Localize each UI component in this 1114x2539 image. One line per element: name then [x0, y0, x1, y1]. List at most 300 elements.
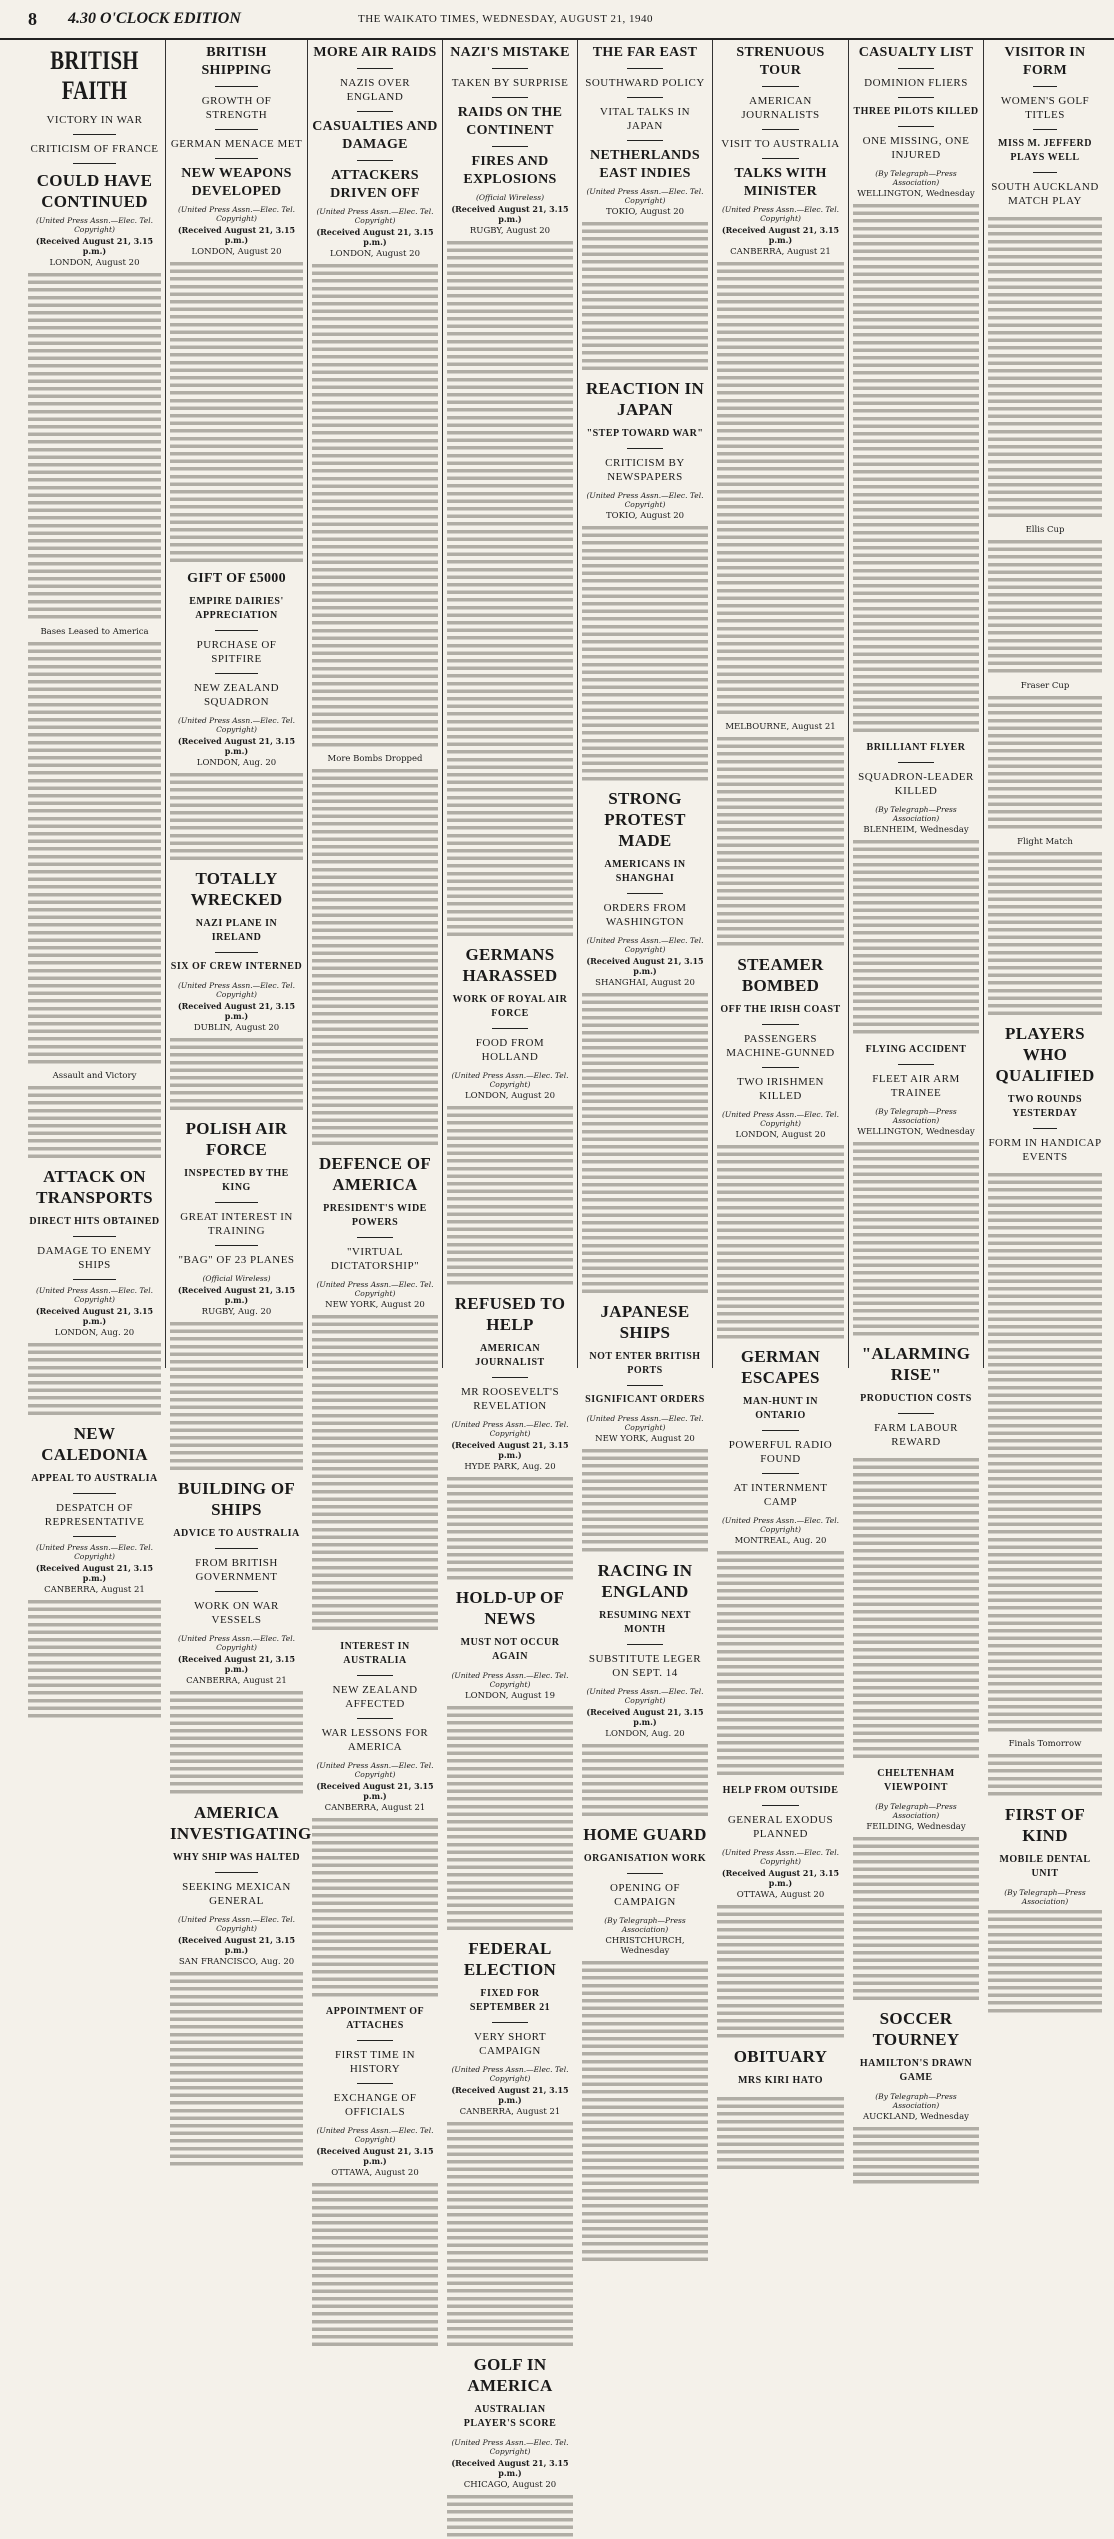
article-body — [447, 239, 573, 938]
subheadline: ONE MISSING, ONE INJURED — [862, 135, 970, 161]
subheadline: WHY SHIP WAS HALTED — [172, 1851, 301, 1863]
article-body — [717, 260, 844, 716]
subheadline: FROM BRITISH GOVERNMENT — [195, 1557, 278, 1584]
dateline: DUBLIN, August 20 — [193, 1023, 280, 1034]
headline: PLAYERS WHO QUALIFIED — [995, 1023, 1095, 1085]
divider — [762, 86, 799, 87]
subheadline: PASSENGERS MACHINE-GUNNED — [726, 1032, 835, 1059]
headline: POLISH AIR FORCE — [185, 1119, 288, 1160]
divider — [492, 146, 528, 147]
divider — [492, 1377, 528, 1378]
headline: JAPANESE SHIPS — [600, 1302, 690, 1343]
dateline: LONDON, August 20 — [49, 258, 140, 268]
dateline: LONDON, August 19 — [465, 1690, 555, 1701]
article-body — [582, 220, 708, 372]
credit-line: (United Press Assn.—Elec. Tel. Copyright) — [177, 981, 295, 1000]
column-4 — [443, 40, 578, 2490]
article-body — [447, 2120, 573, 2348]
headline: DEFENCE OF AMERICA — [318, 1154, 432, 1195]
subheadline: DIRECT HITS OBTAINED — [29, 1216, 160, 1228]
masthead — [0, 0, 1114, 40]
credit-line: (United Press Assn.—Elec. Tel. Copyright) — [451, 1670, 569, 1689]
subheadline: INSPECTED BY THE KING — [184, 1168, 289, 1194]
headline: SOCCER TOURNEY — [872, 2009, 960, 2050]
headline: THE FAR EAST — [592, 45, 698, 60]
headline: STEAMER BOMBED — [737, 954, 824, 995]
dateline: LONDON, Aug. 20 — [605, 1728, 685, 1739]
divider — [73, 1493, 116, 1494]
divider — [898, 1413, 934, 1414]
dateline: LONDON, August 20 — [191, 247, 282, 257]
article-body — [582, 1447, 708, 1553]
subheadline: GROWTH OF STRENGTH — [201, 95, 272, 121]
dateline: OTTAWA, August 20 — [736, 1890, 825, 1901]
dateline: MONTREAL, Aug. 20 — [734, 1536, 827, 1547]
article-body — [988, 850, 1102, 1017]
dateline: HYDE PARK, Aug. 20 — [464, 1461, 556, 1472]
divider — [898, 68, 934, 69]
column-7 — [849, 40, 984, 2123]
credit-line: (By Telegraph—Press Association) — [875, 169, 957, 187]
subheadline: FIXED FOR SEPTEMBER 21 — [469, 1987, 551, 2013]
headline: NEW WEAPONS DEVELOPED — [181, 166, 292, 199]
divider — [357, 1237, 393, 1238]
headline: NETHERLANDS EAST INDIES — [590, 148, 700, 181]
subheadline: TWO IRISHMEN KILLED — [737, 1075, 824, 1102]
divider — [215, 952, 258, 953]
divider — [627, 893, 663, 894]
subheadline: CRITICISM BY NEWSPAPERS — [605, 457, 685, 483]
subheadline: WORK OF ROYAL AIR FORCE — [452, 994, 568, 1020]
dateline: WELLINGTON, Wednesday — [857, 189, 975, 199]
divider — [215, 1548, 258, 1549]
divider — [1033, 86, 1057, 87]
article-body — [170, 1689, 303, 1795]
headline: COULD HAVE CONTINUED — [36, 171, 153, 211]
article-body — [170, 1036, 303, 1112]
credit-line: (By Telegraph—Press Association) — [875, 1106, 957, 1125]
subheadline: DOMINION FLIERS — [864, 77, 968, 89]
subheadline: NAZI PLANE IN IRELAND — [195, 918, 278, 944]
subheadline: ORDERS FROM WASHINGTON — [603, 902, 687, 929]
dateline: CANBERRA, August 21 — [324, 1802, 426, 1813]
divider — [762, 1024, 799, 1025]
dateline: SAN FRANCISCO, Aug. 20 — [178, 1956, 295, 1967]
received-line: (Received August 21, 3.15 p.m.) — [586, 956, 704, 977]
subheadline: MUST NOT OCCUR AGAIN — [460, 1636, 560, 1662]
headline: BRITISH SHIPPING — [201, 45, 272, 78]
page-number: 8 — [28, 8, 37, 29]
subheadline: VERY SHORT CAMPAIGN — [473, 2030, 547, 2057]
subheadline: BRILLIANT FLYER — [866, 742, 966, 753]
subheadline: MAN-HUNT IN ONTARIO — [742, 1396, 819, 1422]
subheadline: AMERICAN JOURNALIST — [475, 1342, 545, 1368]
headline: FEDERAL ELECTION — [463, 1938, 557, 1979]
headline: BRITISH FAITH — [50, 46, 139, 105]
divider — [215, 630, 258, 631]
divider — [762, 129, 799, 130]
subheadline: AT INTERNMENT CAMP — [733, 1482, 828, 1509]
dateline: LONDON, Aug. 20 — [196, 758, 277, 768]
headline: RAIDS ON THE CONTINENT — [457, 105, 563, 138]
edition-label: 4.30 O'CLOCK EDITION — [68, 10, 241, 27]
divider — [357, 160, 393, 161]
column-5 — [578, 40, 713, 1956]
credit-line: (Official Wireless) — [202, 1274, 271, 1284]
column-8 — [984, 40, 1106, 1906]
divider — [357, 1718, 393, 1719]
subheadline: PURCHASE OF SPITFIRE — [196, 639, 277, 665]
dateline: NEW YORK, August 20 — [595, 1434, 695, 1445]
divider — [627, 140, 663, 141]
received-line: (Received August 21, 3.15 p.m.) — [35, 236, 154, 256]
divider — [215, 86, 258, 87]
article-body — [582, 1742, 708, 1818]
received-line: (Received August 21, 3.15 p.m.) — [177, 225, 296, 245]
subheadline: MISS M. JEFFERD PLAYS WELL — [998, 138, 1092, 163]
subheadline: CRITICISM OF FRANCE — [30, 143, 159, 155]
subheadline: NEW ZEALAND AFFECTED — [332, 1683, 418, 1710]
subheadline: AMERICAN JOURNALISTS — [741, 95, 820, 121]
dateline: SHANGHAI, August 20 — [595, 978, 695, 989]
column-2 — [166, 40, 312, 1967]
subheadline: AUSTRALIAN PLAYER'S SCORE — [463, 2403, 557, 2429]
divider — [73, 1279, 116, 1280]
subheadline: VICTORY IN WAR — [46, 114, 143, 126]
divider — [73, 1236, 116, 1237]
article-body — [28, 640, 161, 1066]
received-line: (Received August 21, 3.15 p.m.) — [451, 204, 569, 224]
article-body — [988, 1752, 1102, 1798]
subheadline: SQUADRON-LEADER KILLED — [858, 771, 974, 797]
headline: ATTACKERS DRIVEN OFF — [330, 168, 420, 201]
dateline: TOKIO, August 20 — [605, 511, 685, 521]
credit-line: (United Press Assn.—Elec. Tel. Copyright) — [451, 1071, 569, 1090]
divider — [357, 1675, 393, 1676]
headline: BUILDING OF SHIPS — [177, 1479, 296, 1520]
headline: NEW CALEDONIA — [41, 1424, 148, 1465]
column-3 — [308, 40, 443, 2178]
subheadline: SIX OF CREW INTERNED — [170, 961, 303, 973]
divider — [215, 1202, 258, 1203]
subheadline: MR ROOSEVELT'S REVELATION — [460, 1385, 560, 1412]
headline: NAZI'S MISTAKE — [450, 45, 570, 60]
credit-line: (United Press Assn.—Elec. Tel. Copyright) — [35, 1286, 153, 1305]
credit-line: (United Press Assn.—Elec. Tel. Copyright) — [586, 491, 704, 509]
divider — [73, 134, 116, 135]
divider — [1033, 172, 1057, 173]
headline: OBITUARY — [733, 2047, 828, 2067]
article-body — [28, 1084, 161, 1160]
received-line: (Received August 21, 3.15 p.m.) — [451, 1439, 569, 1460]
subheadline: NAZIS OVER ENGLAND — [339, 77, 411, 103]
credit-line: (United Press Assn.—Elec. Tel. Copyright) — [177, 1634, 295, 1653]
subheadline: PRESIDENT'S WIDE POWERS — [323, 1203, 427, 1229]
divider — [357, 2083, 393, 2084]
subheadline: GREAT INTEREST IN TRAINING — [180, 1211, 293, 1238]
article-body — [582, 524, 708, 782]
headline: AMERICA INVESTIGATING — [170, 1802, 312, 1843]
headline: HOLD-UP OF NEWS — [455, 1587, 565, 1628]
divider — [898, 1064, 934, 1065]
divider — [1033, 1128, 1057, 1129]
subheadline: FOOD FROM HOLLAND — [475, 1037, 545, 1064]
subheadline: FLEET AIR ARM TRAINEE — [872, 1072, 960, 1099]
subheadline: FARM LABOUR REWARD — [874, 1422, 958, 1449]
divider — [762, 158, 799, 159]
subheadline: WAR LESSONS FOR AMERICA — [321, 1726, 429, 1753]
subheadline: ADVICE TO AUSTRALIA — [173, 1528, 300, 1540]
headline: TALKS WITH MINISTER — [734, 166, 827, 199]
article-body — [447, 1104, 573, 1286]
subheadline: WORK ON WAR VESSELS — [194, 1600, 279, 1627]
divider — [762, 1473, 799, 1474]
credit-line: (United Press Assn.—Elec. Tel. Copyright) — [721, 1848, 839, 1867]
credit-line: (United Press Assn.—Elec. Tel. Copyright) — [721, 205, 839, 223]
dateline: Flight Match — [1017, 836, 1073, 847]
article-body — [170, 771, 303, 862]
article-body — [717, 735, 844, 948]
dateline: TOKIO, August 20 — [605, 207, 685, 217]
paper-title: THE WAIKATO TIMES, WEDNESDAY, AUGUST 21, 1940 — [358, 13, 653, 25]
dateline: CHICAGO, August 20 — [463, 2479, 557, 2490]
divider — [492, 2022, 528, 2023]
subheadline: SOUTHWARD POLICY — [585, 77, 705, 89]
credit-line: (United Press Assn.—Elec. Tel. Copyright) — [177, 716, 295, 734]
divider — [215, 673, 258, 674]
article-body — [582, 991, 708, 1295]
subheadline: SEEKING MEXICAN GENERAL — [182, 1880, 291, 1907]
received-line: (Received August 21, 3.15 p.m.) — [177, 1654, 296, 1675]
dateline: LONDON, August 20 — [465, 1091, 555, 1102]
dateline: Assault and Victory — [52, 1071, 137, 1082]
credit-line: (United Press Assn.—Elec. Tel. Copyright) — [316, 2125, 434, 2144]
divider — [627, 1873, 663, 1874]
article-body — [312, 2181, 438, 2348]
subheadline: MOBILE DENTAL UNIT — [999, 1853, 1091, 1879]
credit-line: (United Press Assn.—Elec. Tel. Copyright) — [586, 936, 704, 955]
subheadline: "VIRTUAL DICTATORSHIP" — [330, 1246, 420, 1273]
subheadline: NEW ZEALAND SQUADRON — [193, 682, 280, 708]
credit-line: (Official Wireless) — [475, 193, 545, 202]
article-body — [28, 271, 161, 621]
credit-line: (United Press Assn.—Elec. Tel. Copyright) — [35, 216, 153, 234]
dateline: Ellis Cup — [1025, 525, 1065, 535]
credit-line: (By Telegraph—Press Association) — [875, 805, 957, 823]
dateline: AUCKLAND, Wednesday — [863, 2112, 969, 2123]
headline: VISITOR IN FORM — [1004, 45, 1086, 78]
subheadline: FORM IN HANDICAP EVENTS — [988, 1136, 1102, 1163]
dateline: RUGBY, Aug. 20 — [201, 1307, 272, 1318]
dateline: More Bombs Dropped — [327, 754, 423, 765]
subheadline: APPEAL TO AUSTRALIA — [31, 1473, 158, 1485]
subheadline: DESPATCH OF REPRESENTATIVE — [44, 1502, 145, 1529]
headline: STRONG PROTEST MADE — [604, 789, 686, 851]
article-body — [988, 538, 1102, 675]
article-body — [853, 1456, 979, 1760]
divider — [627, 97, 663, 98]
dateline: CANBERRA, August 21 — [44, 1585, 145, 1596]
dateline: BLENHEIM, Wednesday — [863, 825, 969, 835]
credit-line: (United Press Assn.—Elec. Tel. Copyright) — [177, 205, 295, 223]
received-line: (Received August 21, 3.15 p.m.) — [177, 736, 296, 756]
columns — [24, 40, 1106, 2490]
dateline: Fraser Cup — [1020, 680, 1070, 691]
column-1 — [24, 40, 166, 1596]
headline: "ALARMING RISE" — [861, 1344, 971, 1385]
subheadline: SOUTH AUCKLAND MATCH PLAY — [991, 181, 1099, 207]
subheadline: CHELTENHAM VIEWPOINT — [877, 1768, 955, 1794]
divider — [1033, 129, 1057, 130]
dateline: CHRISTCHURCH, Wednesday — [605, 1935, 685, 1956]
divider — [357, 68, 393, 69]
article-body — [988, 1908, 1102, 2014]
article-body — [312, 262, 438, 748]
article-body — [447, 1475, 573, 1581]
headline: HOME GUARD — [583, 1824, 707, 1844]
credit-line: (United Press Assn.—Elec. Tel. Copyright) — [451, 2437, 569, 2456]
received-line: (Received August 21, 3.15 p.m.) — [721, 1868, 840, 1889]
headline: CASUALTY LIST — [858, 45, 974, 60]
credit-line: (By Telegraph—Press Association) — [875, 1802, 957, 1821]
subheadline: AMERICANS IN SHANGHAI — [604, 859, 686, 885]
credit-line: (By Telegraph—Press Association) — [1004, 1887, 1086, 1906]
subheadline: GENERAL EXODUS PLANNED — [727, 1814, 834, 1841]
divider — [627, 1644, 663, 1645]
credit-line: (United Press Assn.—Elec. Tel. Copyright) — [451, 1419, 569, 1438]
subheadline: EMPIRE DAIRIES' APPRECIATION — [189, 596, 284, 621]
credit-line: (United Press Assn.—Elec. Tel. Copyright) — [586, 1686, 704, 1705]
subheadline: VISIT TO AUSTRALIA — [721, 138, 840, 150]
article-body — [28, 1598, 161, 1720]
headline: TOTALLY WRECKED — [190, 869, 283, 910]
article-body — [312, 1313, 438, 1632]
divider — [357, 111, 393, 112]
divider — [762, 1430, 799, 1431]
divider — [73, 1536, 116, 1537]
divider — [215, 1245, 258, 1246]
headline: RACING IN ENGLAND — [597, 1560, 693, 1601]
subheadline: INTEREST IN AUSTRALIA — [340, 1640, 410, 1666]
column-6 — [713, 40, 849, 2087]
received-line: (Received August 21, 3.15 p.m.) — [316, 227, 434, 247]
article-body — [717, 1143, 844, 1341]
divider — [627, 68, 663, 69]
divider — [492, 97, 528, 98]
divider — [73, 163, 116, 164]
subheadline: HAMILTON'S DRAWN GAME — [859, 2058, 973, 2084]
headline: GOLF IN AMERICA — [467, 2354, 553, 2395]
divider — [627, 1385, 663, 1386]
article-body — [717, 2095, 844, 2171]
subheadline: FIRST TIME IN HISTORY — [334, 2048, 416, 2075]
received-line: (Received August 21, 3.15 p.m.) — [35, 1306, 154, 1327]
divider — [762, 1067, 799, 1068]
subheadline: SIGNIFICANT ORDERS — [585, 1394, 705, 1406]
subheadline: POWERFUL RADIO FOUND — [728, 1439, 833, 1466]
headline: CASUALTIES AND DAMAGE — [312, 119, 438, 152]
subheadline: ORGANISATION WORK — [583, 1852, 707, 1864]
divider — [357, 2040, 393, 2041]
subheadline: OFF THE IRISH COAST — [720, 1003, 841, 1015]
dateline: LONDON, August 20 — [735, 1129, 826, 1140]
article-body — [170, 1320, 303, 1472]
received-line: (Received August 21, 3.15 p.m.) — [316, 2145, 434, 2166]
divider — [627, 448, 663, 449]
dateline: Finals Tomorrow — [1008, 1739, 1082, 1750]
dateline: NEW YORK, August 20 — [325, 1300, 425, 1311]
subheadline: NOT ENTER BRITISH PORTS — [589, 1351, 701, 1377]
dateline: LONDON, August 20 — [330, 249, 420, 259]
credit-line: (United Press Assn.—Elec. Tel. Copyright) — [721, 1516, 839, 1535]
headline: GERMANS HARASSED — [462, 945, 558, 986]
article-body — [447, 2493, 573, 2539]
subheadline: "BAG" OF 23 PLANES — [178, 1254, 295, 1267]
dateline: CANBERRA, August 21 — [186, 1676, 287, 1687]
article-body — [447, 1704, 573, 1932]
article-body — [988, 215, 1102, 519]
subheadline: RESUMING NEXT MONTH — [599, 1609, 691, 1635]
received-line: (Received August 21, 3.15 p.m.) — [721, 225, 840, 245]
credit-line: (United Press Assn.—Elec. Tel. Copyright) — [586, 187, 704, 205]
subheadline: HELP FROM OUTSIDE — [722, 1785, 839, 1797]
subheadline: EXCHANGE OF OFFICIALS — [333, 2091, 417, 2118]
divider — [762, 1805, 799, 1806]
divider — [492, 1028, 528, 1029]
divider — [215, 1591, 258, 1592]
headline: ATTACK ON TRANSPORTS — [36, 1167, 153, 1208]
dateline: WELLINGTON, Wednesday — [857, 1126, 975, 1137]
article-body — [170, 260, 303, 564]
subheadline: "STEP TOWARD WAR" — [586, 428, 704, 439]
received-line: (Received August 21, 3.15 p.m.) — [35, 1563, 154, 1584]
subheadline: THREE PILOTS KILLED — [853, 106, 979, 117]
headline: GIFT OF £5000 — [187, 571, 286, 586]
dateline: RUGBY, August 20 — [469, 226, 551, 236]
credit-line: (United Press Assn.—Elec. Tel. Copyright) — [721, 1109, 839, 1128]
divider — [215, 129, 258, 130]
subheadline: GERMAN MENACE MET — [170, 138, 303, 150]
article-body — [170, 1970, 303, 2168]
headline: GERMAN ESCAPES — [740, 1347, 821, 1388]
headline: STRENUOUS TOUR — [736, 45, 825, 78]
received-line: (Received August 21, 3.15 p.m.) — [451, 2084, 569, 2105]
headline: REFUSED TO HELP — [454, 1293, 566, 1334]
article-body — [853, 838, 979, 1036]
credit-line: (United Press Assn.—Elec. Tel. Copyright) — [35, 1543, 153, 1562]
article-body — [312, 1816, 438, 1998]
headline: FIRST OF KIND — [1004, 1804, 1086, 1845]
dateline: CANBERRA, August 21 — [459, 2106, 561, 2117]
divider — [898, 97, 934, 98]
credit-line: (United Press Assn.—Elec. Tel. Copyright) — [316, 1280, 434, 1299]
dateline: LONDON, Aug. 20 — [54, 1328, 135, 1339]
article-body — [582, 1959, 708, 2263]
received-line: (Received August 21, 3.15 p.m.) — [177, 1001, 296, 1022]
article-body — [717, 1903, 844, 2040]
subheadline: MRS KIRI HATO — [737, 2075, 824, 2087]
credit-line: (By Telegraph—Press Association) — [875, 2092, 957, 2111]
divider — [492, 68, 528, 69]
credit-line: (By Telegraph—Press Association) — [604, 1915, 686, 1934]
credit-line: (United Press Assn.—Elec. Tel. Copyright) — [316, 1760, 434, 1779]
headline: MORE AIR RAIDS — [313, 45, 437, 60]
subheadline: APPOINTMENT OF ATTACHES — [325, 2005, 425, 2031]
divider — [215, 158, 258, 159]
subheadline: OPENING OF CAMPAIGN — [609, 1881, 681, 1908]
credit-line: (United Press Assn.—Elec. Tel. Copyright) — [316, 207, 434, 225]
divider — [898, 126, 934, 127]
